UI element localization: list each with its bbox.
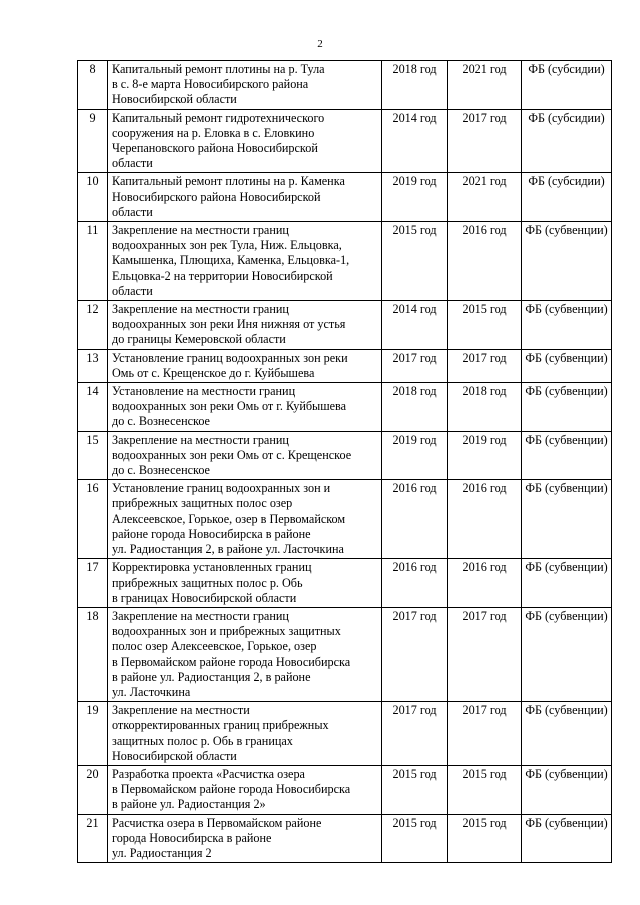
description-line: Установление границ водоохранных зон реки	[112, 350, 348, 365]
table-body	[78, 61, 612, 863]
description-line: области	[112, 283, 153, 298]
description-line: до с. Вознесенское	[112, 463, 210, 478]
description-line: Закрепление на местности границ	[112, 608, 289, 623]
description-line: полос озер Алексеевское, Горькое, озер	[112, 639, 317, 654]
table-row	[78, 301, 612, 350]
description-line: Установление на местности границ	[112, 384, 296, 399]
row-number: 16	[78, 480, 108, 559]
description-line: прибрежных защитных полос р. Обь	[112, 575, 303, 590]
start-year: 2017 год	[382, 349, 448, 382]
row-description	[108, 702, 382, 766]
funding-source: ФБ (субвенции)	[522, 814, 612, 863]
description-line: в районе ул. Радиостанция 2, в районе	[112, 669, 311, 684]
row-description	[108, 814, 382, 863]
table-row	[78, 607, 612, 701]
row-description	[108, 559, 382, 608]
description-line: Капитальный ремонт плотины на р. Каменка	[112, 174, 345, 189]
funding-source: ФБ (субсидии)	[522, 61, 612, 110]
description-line: Капитальный ремонт плотины на р. Тула	[112, 62, 325, 76]
description-line: прибрежных защитных полос озер	[112, 496, 293, 511]
description-line: Ельцовка-2 на территории Новосибирской	[112, 268, 333, 283]
start-year: 2017 год	[382, 607, 448, 701]
table-row	[78, 109, 612, 173]
end-year: 2017 год	[448, 349, 522, 382]
row-number: 18	[78, 607, 108, 701]
start-year: 2018 год	[382, 61, 448, 110]
start-year: 2016 год	[382, 559, 448, 608]
description-line: Камышенка, Плющиха, Каменка, Ельцовка-1,	[112, 253, 350, 268]
start-year: 2014 год	[382, 301, 448, 350]
row-number: 8	[78, 61, 108, 110]
description-line: области	[112, 156, 153, 171]
description-line: в районе ул. Радиостанция 2»	[112, 797, 266, 812]
funding-source: ФБ (субвенции)	[522, 702, 612, 766]
description-line: ул. Радиостанция 2, в районе ул. Ласточкина	[112, 542, 344, 557]
measures-table	[77, 60, 612, 863]
description-line: до с. Вознесенское	[112, 414, 210, 429]
end-year: 2019 год	[448, 431, 522, 480]
row-number: 10	[78, 173, 108, 222]
end-year: 2018 год	[448, 383, 522, 432]
table-row	[78, 383, 612, 432]
funding-source: ФБ (субвенции)	[522, 301, 612, 350]
end-year: 2021 год	[448, 173, 522, 222]
table-row	[78, 765, 612, 814]
row-number: 20	[78, 765, 108, 814]
row-description	[108, 109, 382, 173]
description-line: Корректировка установленных границ	[112, 560, 312, 575]
start-year: 2014 год	[382, 109, 448, 173]
end-year: 2015 год	[448, 814, 522, 863]
end-year: 2015 год	[448, 301, 522, 350]
row-number: 21	[78, 814, 108, 863]
row-number: 11	[78, 222, 108, 301]
start-year: 2018 год	[382, 383, 448, 432]
row-description	[108, 607, 382, 701]
end-year: 2016 год	[448, 480, 522, 559]
row-description	[108, 383, 382, 432]
row-number: 15	[78, 431, 108, 480]
end-year: 2017 год	[448, 702, 522, 766]
row-description	[108, 173, 382, 222]
description-line: до границы Кемеровской области	[112, 332, 286, 347]
start-year: 2015 год	[382, 814, 448, 863]
table-row	[78, 480, 612, 559]
description-line: Новосибирской области	[112, 92, 237, 107]
end-year: 2015 год	[448, 765, 522, 814]
table-row	[78, 814, 612, 863]
description-line: Разработка проекта «Расчистка озера	[112, 766, 305, 781]
start-year: 2015 год	[382, 765, 448, 814]
end-year: 2016 год	[448, 222, 522, 301]
description-line: ул. Радиостанция 2	[112, 845, 212, 860]
row-number: 13	[78, 349, 108, 382]
start-year: 2017 год	[382, 702, 448, 766]
funding-source: ФБ (субвенции)	[522, 222, 612, 301]
table-row	[78, 431, 612, 480]
description-line: в границах Новосибирской области	[112, 590, 297, 605]
row-description	[108, 431, 382, 480]
start-year: 2015 год	[382, 222, 448, 301]
description-line: водоохранных зон реки Омь от с. Крещенское	[112, 447, 352, 462]
end-year: 2017 год	[448, 607, 522, 701]
funding-source: ФБ (субвенции)	[522, 431, 612, 480]
description-line: в Первомайском районе города Новосибирска	[112, 654, 351, 669]
description-line: Закрепление на местности границ	[112, 302, 289, 317]
start-year: 2019 год	[382, 431, 448, 480]
description-line: откорректированных границ прибрежных	[112, 718, 329, 733]
description-line: города Новосибирска в районе	[112, 830, 272, 845]
row-number: 17	[78, 559, 108, 608]
funding-source: ФБ (субвенции)	[522, 480, 612, 559]
funding-source: ФБ (субвенции)	[522, 765, 612, 814]
table-row	[78, 702, 612, 766]
description-line: водоохранных зон и прибрежных защитных	[112, 624, 341, 639]
description-line: Закрепление на местности границ	[112, 223, 289, 238]
row-number: 14	[78, 383, 108, 432]
description-line: водоохранных зон рек Тула, Ниж. Ельцовка,	[112, 238, 342, 253]
description-line: защитных полос р. Обь в границах	[112, 733, 293, 748]
description-line: Новосибирской области	[112, 748, 237, 763]
start-year: 2016 год	[382, 480, 448, 559]
table-row	[78, 61, 612, 110]
table-row	[78, 349, 612, 382]
funding-source: ФБ (субсидии)	[522, 109, 612, 173]
end-year: 2017 год	[448, 109, 522, 173]
funding-source: ФБ (субвенции)	[522, 559, 612, 608]
description-line: Капитальный ремонт гидротехнического	[112, 110, 325, 125]
description-line: Установление границ водоохранных зон и	[112, 481, 331, 496]
funding-source: ФБ (субвенции)	[522, 349, 612, 382]
row-description	[108, 222, 382, 301]
page-number: 2	[317, 38, 323, 50]
funding-source: ФБ (субсидии)	[522, 173, 612, 222]
description-line: области	[112, 204, 153, 219]
description-line: водоохранных зон реки Иня нижняя от устья	[112, 317, 346, 332]
description-line: Новосибирского района Новосибирской	[112, 189, 321, 204]
description-line: районе города Новосибирска в районе	[112, 526, 311, 541]
description-line: водоохранных зон реки Омь от г. Куйбышева	[112, 399, 347, 414]
description-line: Закрепление на местности	[112, 703, 250, 718]
description-line: Расчистка озера в Первомайском районе	[112, 815, 322, 830]
row-description	[108, 349, 382, 382]
end-year: 2016 год	[448, 559, 522, 608]
description-line: Закрепление на местности границ	[112, 432, 289, 447]
row-description	[108, 61, 382, 110]
row-number: 9	[78, 109, 108, 173]
description-line: ул. Ласточкина	[112, 684, 191, 699]
description-line: Черепановского района Новосибирской	[112, 141, 318, 156]
row-number: 12	[78, 301, 108, 350]
table-row	[78, 222, 612, 301]
description-line: Алексеевское, Горькое, озер в Первомайском	[112, 511, 346, 526]
funding-source: ФБ (субвенции)	[522, 607, 612, 701]
row-description	[108, 765, 382, 814]
row-description	[108, 301, 382, 350]
table-row	[78, 173, 612, 222]
description-line: сооружения на р. Еловка в с. Еловкино	[112, 125, 315, 140]
start-year: 2019 год	[382, 173, 448, 222]
funding-source: ФБ (субвенции)	[522, 383, 612, 432]
table-row	[78, 559, 612, 608]
row-number: 19	[78, 702, 108, 766]
description-line: в с. 8-е марта Новосибирского района	[112, 77, 309, 92]
description-line: Омь от с. Крещенское до г. Куйбышева	[112, 365, 315, 380]
end-year: 2021 год	[448, 61, 522, 110]
description-line: в Первомайском районе города Новосибирска	[112, 782, 351, 797]
row-description	[108, 480, 382, 559]
